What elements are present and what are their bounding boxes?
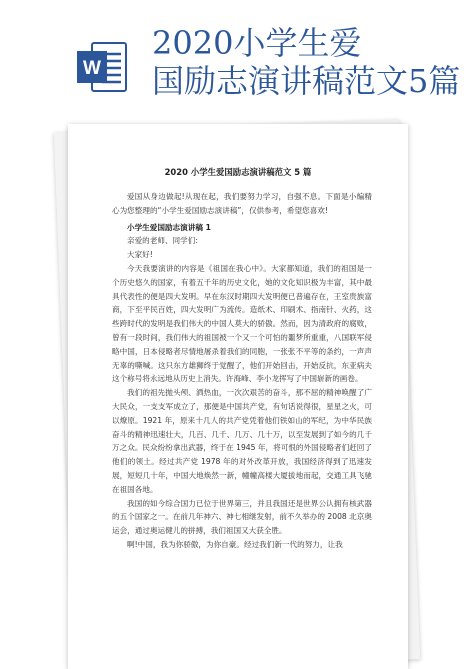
document-body: [112, 190, 372, 552]
body-paragraph-1: 今天我要演讲的内容是《祖国在我心中》。大家都知道，我们的祖国是一个历史悠久的国家，有着五千年的历史文化，她的文化知识极为丰富，其中最具代表性的便是四大发明。早在东汉时期四大发明便已普遍存在，王室贵族富商，下至平民百姓，四大发明广为流传。造纸术、印刷术、指南针、火药，这些跨时代的发明是我们伟大的中国人莫大的骄傲。然而，因为清政府的腐败，曾有一段时间，我们伟大的祖国被一个又一个可怕的噩梦所重重，八国联军侵略中国，日本侵略者尽情地屠杀着我们的同胞，一张张不平等的条约，一声声无辜的嘶喊。这只东方雄狮终于觉醒了，他们开始回击，开始反抗，东亚病夫这个称号将永远地从历史上消失。许海峰、李小龙挥写了中国崭新的画卷。: [112, 263, 372, 384]
page-title-line-1: 2020小学生爱: [152, 24, 362, 62]
body-paragraph-4: 啊!中国，我为你骄傲，为你自豪。经过我们新一代的努力，让我: [127, 539, 343, 549]
body-paragraph-2: 我们的祖先抛头颅、洒热血，一次次艰苦的奋斗，那不屈的精神唤醒了广大民众，一支支军成立了，那便是中国共产党，有句话说得很，星星之火，可以燎原。1921 年，原来十几人的共产党凭着他们铁如山的军纪，为中华民族奋斗的精神迅速壮大，几百、几千、几万、几十万，以至发展到了如今的几千万之众。民众纷纷拿出武器，终于在 1945 年，将可恨的外国侵略者们赶回了他们的领土。经过共产党 1978 年的对外改革开放，我国经济得到了迅速发展，短短几十年，中国大地焕然一新，幢幢高楼大厦拔地而起，交通工具飞驰在祖国各地。: [112, 388, 372, 494]
greeting-line: 亲爱的老师、同学们:: [127, 236, 198, 246]
document-heading: 2020 小学生爱国励志演讲稿范文 5 篇: [164, 167, 312, 177]
body-paragraph-3: 我国的如今综合国力已位于世界第三，并且我国还是世界公认拥有核武器的五个国家之一。在前几年神六、神七相继发射，前不久举办的 2008 北京奥运会，通过奥运健儿的拼搏，我们祖国又大获全胜。: [112, 498, 372, 536]
intro-paragraph: 爱国从身边做起!从现在起，我们要努力学习，自强不息。下面是小编精心为您整理的“小学生爱国励志演讲稿”，仅供参考，希望您喜欢!: [112, 192, 372, 215]
document-page: [68, 124, 408, 669]
word-doc-icon: [76, 40, 128, 94]
section-title: 小学生爱国励志演讲稿 1: [127, 222, 211, 232]
page-title-line-2: 国励志演讲稿范文5篇: [152, 62, 461, 100]
page-title: [152, 24, 468, 100]
greeting-line-2: 大家好!: [127, 250, 153, 260]
word-logo-letter: W: [83, 58, 101, 79]
header-banner: [0, 0, 474, 112]
